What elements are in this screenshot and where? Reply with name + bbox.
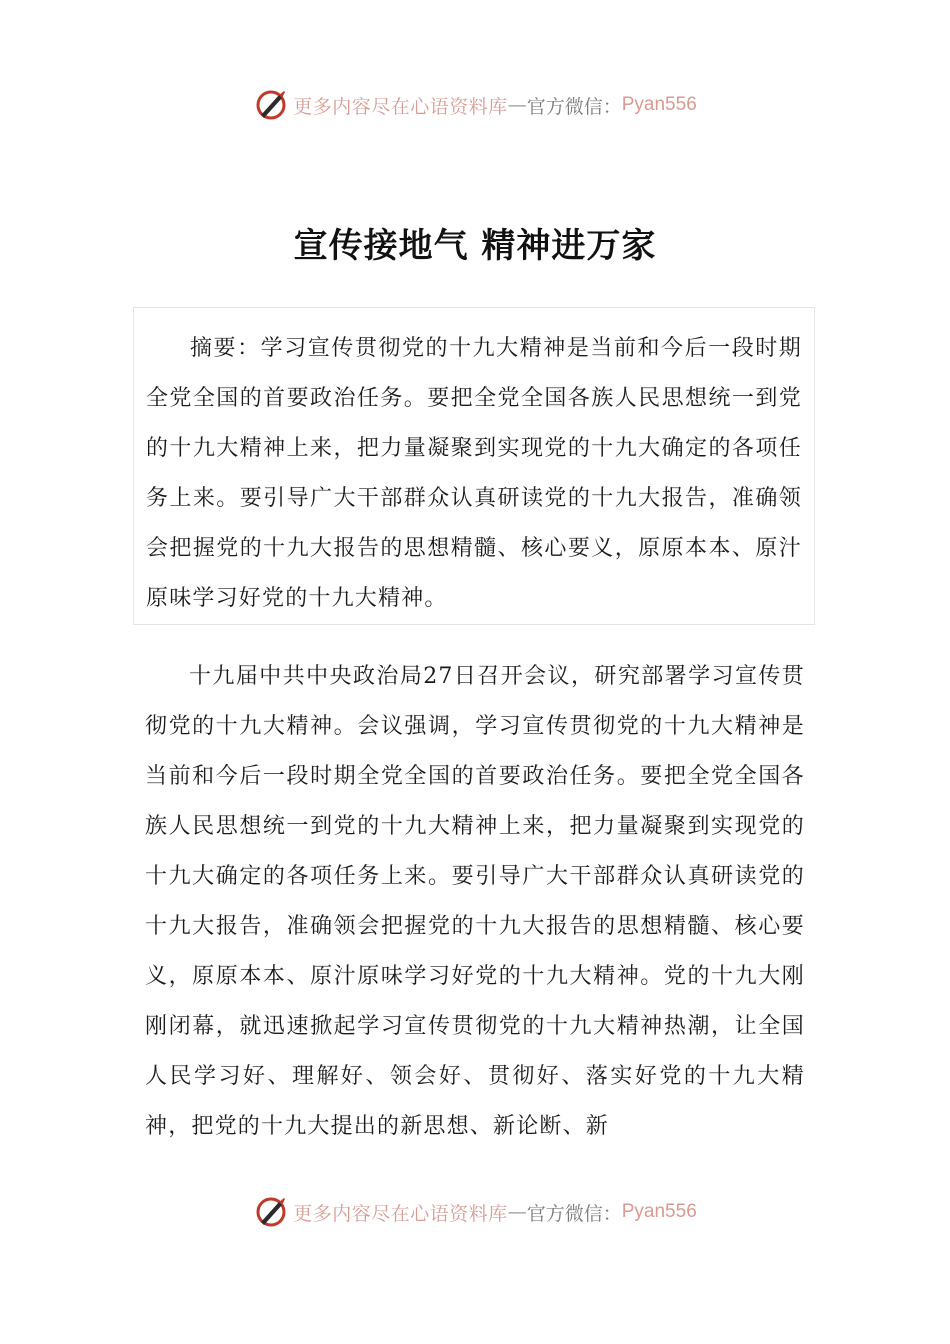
body-section xyxy=(145,652,805,1152)
wechat-label: 官方微信： xyxy=(526,95,622,118)
wechat-id: Pyan556 xyxy=(621,1201,697,1222)
body-paragraph: 十九届中共中央政治局27日召开会议，研究部署学习宣传贯彻党的十九大精神。会议强调，学习宣传贯彻党的十九大精神是当前和今后一段时期全党全国的首要政治任务。要把全党全国各族人民思想统一到党的十九大精神上来，把力量凝聚到实现党的十九大确定的各项任务上来。要引导广大干部群众认真研读党的十九大报告，准确领会把握党的十九大报告的思想精髓、核心要义，原原本本、原汁原味学习好党的十九大精神。党的十九大刚刚闭幕，就迅速掀起学习宣传贯彻党的十九大精神热潮，让全国人民学习好、理解好、领会好、贯彻好、落实好党的十九大精神，把党的十九大提出的新思想、新论断、新 xyxy=(145,664,805,1139)
site-name: 更多内容尽在心语资料库 xyxy=(293,1202,508,1225)
pen-logo-icon xyxy=(253,1194,289,1230)
wechat-label: 官方微信： xyxy=(526,1202,622,1225)
document-title: 宣传接地气 精神进万家 xyxy=(293,226,657,266)
header-banner xyxy=(0,85,950,125)
abstract-text: 摘要：学习宣传贯彻党的十九大精神是当前和今后一段时期全党全国的首要政治任务。要把全党全国各族人民思想统一到党的十九大精神上来，把力量凝聚到实现党的十九大确定的各项任务上来。要引导广大干部群众认真研读党的十九大报告，准确领会把握党的十九大报告的思想精髓、核心要义，原原本本、原汁原味学习好党的十九大精神。 xyxy=(146,336,802,611)
abstract-box xyxy=(133,307,815,625)
pen-logo-icon xyxy=(253,87,289,123)
footer-banner xyxy=(0,1192,950,1232)
wechat-id: Pyan556 xyxy=(621,94,697,115)
banner-separator: — xyxy=(507,94,527,116)
site-name: 更多内容尽在心语资料库 xyxy=(293,95,508,118)
banner-separator: — xyxy=(507,1201,527,1223)
